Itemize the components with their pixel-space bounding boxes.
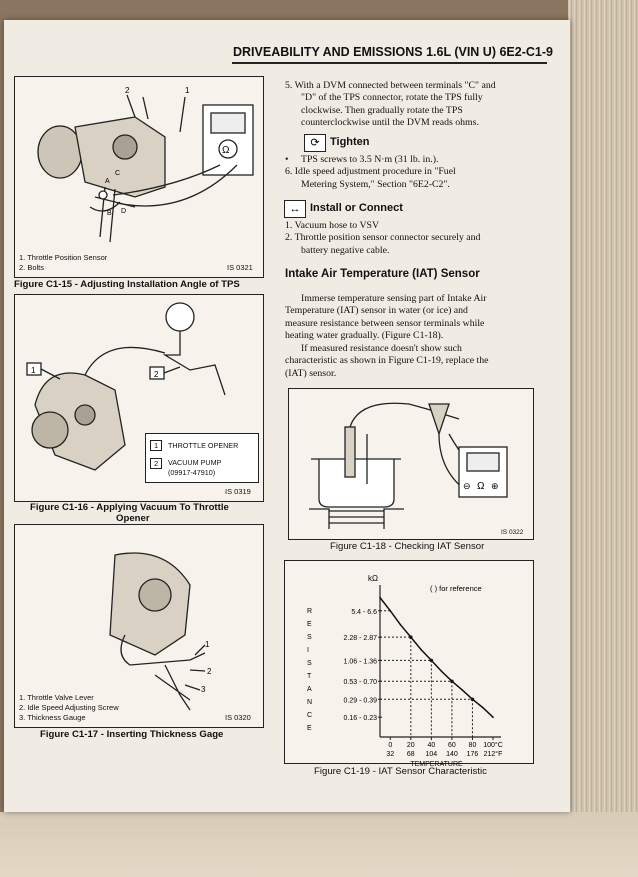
ylabel-letter: C (307, 712, 313, 719)
fig16-legend-sub-2: (09917-47910) (168, 468, 216, 477)
step-5: 5. With a DVM connected between terminals "C" and "D" of the TPS connector, rotate the TPS fully clockwise. Then gradually rotate the TPS counterclockwise until the DVM reads ohms. (285, 80, 496, 128)
y-unit-label: kΩ (368, 574, 378, 583)
x-tick-label-c: 80 (468, 742, 477, 749)
fig16-legend-num-1: 1 (150, 440, 162, 451)
tighten-title: Tighten (330, 136, 370, 148)
fig15-callout-1: 1 (185, 86, 190, 95)
fig17-caption: Figure C1-17 - Inserting Thickness Gage (40, 729, 224, 740)
ylabel-letter: A (307, 686, 312, 693)
figure-c1-18 (288, 388, 534, 540)
fig16-callout-1: 1 (31, 366, 36, 375)
page-header: DRIVEABILITY AND EMISSIONS 1.6L (VIN U) 6E2-C1-9 (233, 45, 553, 59)
fig16-legend-text-1: THROTTLE OPENER (168, 441, 239, 450)
data-point (451, 680, 453, 682)
ylabel-letter: N (307, 699, 313, 706)
fig16-code: IS 0319 (225, 487, 251, 496)
book-page-edges (568, 0, 638, 877)
fig17-callout-2: 2 (207, 667, 212, 676)
y-tick-label: 0.29 - 0.39 (343, 697, 377, 705)
data-point (400, 624, 402, 626)
x-axis-label: TEMPERATURE (410, 761, 463, 768)
y-tick-label: 0.16 - 0.23 (343, 715, 377, 723)
fig16-legend-num-2: 2 (150, 458, 162, 469)
iat-paragraph-1: Immerse temperature sensing part of Intake Air Temperature (IAT) sensor in water (or ice) and measure resistance between sensor terminals while heating water gradually. (Figure C1-18). (285, 293, 487, 341)
install-list: 1. Vacuum hose to VSV 2. Throttle position sensor connector securely and battery negative cable. (285, 220, 481, 256)
fig15-callout-A: A (105, 178, 110, 185)
x-tick-label-f: 176 (466, 751, 479, 758)
fig18-code: IS 0322 (501, 529, 524, 536)
reference-note: ( ) for reference (430, 584, 482, 593)
tighten-item-1: TPS screws to 3.5 N·m (31 lb. in.). (301, 154, 439, 165)
y-tick-label: 5.4 - 6.6 (351, 608, 377, 616)
fig17-callout-1: 1 (205, 640, 210, 649)
x-tick-label-f: 104 (425, 751, 438, 758)
data-point (441, 671, 443, 673)
fig15-legend-2: 2. Bolts (19, 263, 45, 272)
install-connect-title: Install or Connect (310, 202, 403, 214)
book-bottom-edge (0, 812, 638, 877)
figure-c1-17 (14, 524, 264, 728)
ylabel-letter: T (307, 673, 312, 680)
fig15-code: IS 0321 (227, 263, 253, 272)
x-tick-label-f: 32 (386, 751, 395, 758)
meter-negative-terminal: ⊖ (463, 481, 471, 491)
fig16-caption-line1: Figure C1-16 - Applying Vacuum To Throttle (30, 502, 229, 513)
x-tick-label-c: 60 (448, 742, 456, 749)
fig16-caption-line2: Opener (116, 513, 150, 524)
x-tick-label-c: 20 (406, 742, 415, 749)
iat-section-title: Intake Air Temperature (IAT) Sensor (285, 268, 480, 280)
iat-chart-svg (285, 561, 533, 768)
data-point (461, 689, 463, 691)
meter-positive-terminal: ⊕ (491, 481, 499, 491)
data-point (410, 636, 412, 638)
ylabel-letter: I (307, 647, 309, 654)
svg-text:Ω: Ω (222, 145, 230, 156)
iat-test-setup-illustration (289, 389, 533, 539)
ylabel-letter: E (307, 725, 312, 732)
fig15-caption: Figure C1-15 - Adjusting Installation Angle of TPS (14, 279, 240, 290)
tps-illustration (15, 77, 263, 277)
fig16-callout-2: 2 (154, 370, 159, 379)
x-tick-label-c: 0 (388, 742, 393, 749)
data-point (482, 707, 484, 709)
fig17-legend-3: 3. Thickness Gauge (19, 713, 86, 722)
figure-c1-19 (284, 560, 534, 768)
x-tick-label-c: 40 (427, 742, 436, 749)
figure-c1-15 (14, 76, 264, 278)
ylabel-letter: S (307, 634, 312, 641)
fig17-legend-1: 1. Throttle Valve Lever (19, 693, 94, 702)
fig15-callout-C: C (115, 170, 121, 177)
header-rule (232, 62, 547, 64)
tighten-icon: ⟳ (304, 134, 326, 152)
y-tick-label: 2.28 - 2.87 (343, 635, 377, 643)
fig15-callout-D: D (121, 208, 127, 215)
data-point (420, 649, 422, 651)
meter-ohm-symbol: Ω (477, 481, 485, 492)
fig15-callout-B: B (107, 210, 112, 217)
fig16-legend-text-2: VACUUM PUMP (168, 458, 222, 467)
data-point (472, 698, 474, 700)
ylabel-letter: S (307, 660, 312, 667)
fig18-caption: Figure C1-18 - Checking IAT Sensor (330, 541, 485, 552)
install-connect-icon: ↔ (284, 200, 306, 218)
ylabel-letter: R (307, 608, 313, 615)
data-point (431, 660, 433, 662)
data-point (389, 610, 391, 612)
ylabel-letter: E (307, 621, 312, 628)
fig15-legend-1: 1. Throttle Position Sensor (19, 253, 108, 262)
fig17-callout-3: 3 (201, 685, 206, 694)
x-tick-label-f: 212°F (483, 751, 503, 758)
data-point (492, 716, 494, 718)
fig17-code: IS 0320 (225, 713, 251, 722)
fig16-legend-box (145, 433, 259, 483)
figure-c1-16 (14, 294, 264, 502)
x-tick-label-f: 68 (406, 751, 415, 758)
fig17-legend-2: 2. Idle Speed Adjusting Screw (19, 703, 119, 712)
fig15-callout-2: 2 (125, 86, 130, 95)
data-point (379, 597, 381, 599)
y-tick-label: 0.53 - 0.70 (343, 679, 377, 687)
x-tick-label-c: 100°C (483, 742, 503, 749)
fig19-caption: Figure C1-19 - IAT Sensor Characteristic (314, 766, 487, 777)
tighten-list: • TPS screws to 3.5 N·m (31 lb. in.). 6. Idle speed adjustment procedure in "Fuel Metering System," Section "6E2-C2". (285, 154, 456, 190)
iat-paragraph-2: If measured resistance doesn't show such characteristic as shown in Figure C1-19, replace the (IAT) sensor. (285, 343, 489, 379)
y-tick-label: 1.06 - 1.36 (343, 658, 377, 666)
x-tick-label-f: 140 (446, 751, 458, 758)
